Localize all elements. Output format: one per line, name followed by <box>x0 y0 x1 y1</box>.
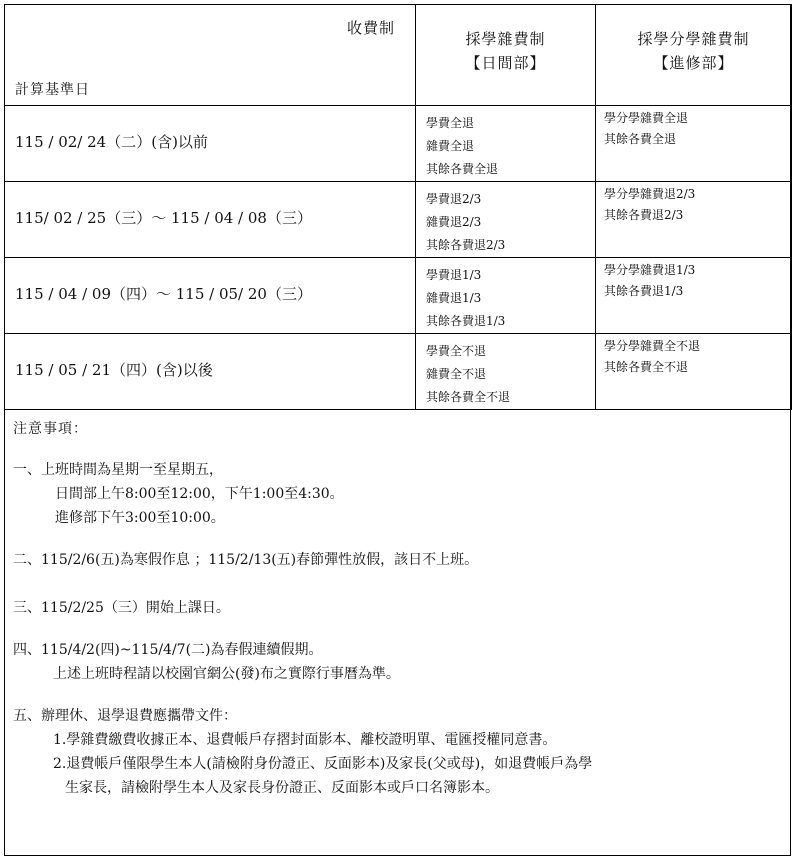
refund-table-wrapper <box>5 5 790 410</box>
day-rules-cell <box>416 334 596 410</box>
rule-item: 學分學雜費退1/3 <box>604 263 696 277</box>
date-cell <box>5 106 416 182</box>
rule-item: 雜費退2/3 <box>426 215 482 229</box>
diagonal-header-cell <box>5 5 416 106</box>
note-4-line: 上述上班時程請以校園官網公(發)布之實際行事曆為準。 <box>53 666 400 682</box>
table-row <box>5 258 792 334</box>
table-row <box>5 334 792 410</box>
evening-header-line2: 【進修部】 <box>653 54 734 72</box>
rule-item: 學費全不退 <box>426 344 487 358</box>
note-3: 三、115/2/25（三）開始上課日。 <box>13 600 230 616</box>
date-cell <box>5 182 416 258</box>
day-division-header <box>416 5 596 106</box>
rule-item: 其餘各費退1/3 <box>604 284 684 298</box>
note-5-line: 五、辦理休、退學退費應攜帶文件： <box>13 708 237 724</box>
document <box>4 4 791 856</box>
rule-item: 雜費全退 <box>426 139 475 153</box>
rule-item: 學費全退 <box>426 116 475 130</box>
rule-item: 雜費退1/3 <box>426 291 482 305</box>
table-row <box>5 182 792 258</box>
note-1-line: 一、上班時間為星期一至星期五， <box>13 462 223 478</box>
evening-rules-cell <box>596 182 792 258</box>
note-5 <box>13 704 592 800</box>
note-5-item-cont: 生家長，請檢附學生本人及家長身份證正、反面影本或戶口名簿影本。 <box>65 780 499 796</box>
rule-item: 學分學雜費退2/3 <box>604 187 696 201</box>
note-1-line: 日間部上午8:00至12:00，下午1:00至4:30。 <box>55 486 344 502</box>
refund-table <box>4 4 792 410</box>
fee-system-label: 收費制 <box>346 19 395 37</box>
rule-item: 其餘各費退2/3 <box>426 238 506 252</box>
day-header-line1: 採學雜費制 <box>465 30 546 48</box>
evening-rules-cell <box>596 334 792 410</box>
rule-item: 學費退1/3 <box>426 268 482 282</box>
date-range: 115 / 04 / 09（四）～ 115 / 05/ 20（三） <box>15 285 312 303</box>
rule-item: 其餘各費全退 <box>426 162 499 176</box>
note-1-line: 進修部下午3:00至10:00。 <box>55 510 225 526</box>
note-4 <box>13 638 400 686</box>
day-rules-cell <box>416 258 596 334</box>
rule-item: 其餘各費全退 <box>604 132 677 146</box>
day-rules-cell <box>416 106 596 182</box>
rule-item: 學分學雜費全不退 <box>604 339 701 353</box>
note-5-item: 2.退費帳戶僅限學生本人(請檢附身份證正、反面影本)及家長(父或母)，如退費帳戶為學 <box>53 756 593 772</box>
note-2: 二、115/2/6(五)為寒假作息 ；115/2/13(五)春節彈性放假，該日不上班。 <box>13 552 479 568</box>
note-1 <box>13 458 344 530</box>
date-range: 115 / 05 / 21（四）(含)以後 <box>15 361 213 379</box>
rule-item: 學分學雜費全退 <box>604 111 689 125</box>
rule-item: 雜費全不退 <box>426 367 487 381</box>
rule-item: 其餘各費全不退 <box>426 390 511 404</box>
note-5-item: 1.學雜費繳費收據正本、退費帳戶存摺封面影本、離校證明單、電匯授權同意書。 <box>53 732 557 748</box>
rule-item: 其餘各費退1/3 <box>426 314 506 328</box>
evening-header-line1: 採學分學雜費制 <box>637 30 750 48</box>
evening-division-header <box>596 5 792 106</box>
notes-title: 注意事項： <box>13 421 88 437</box>
day-header-line2: 【日間部】 <box>465 54 546 72</box>
date-range: 115 / 02/ 24（二）(含)以前 <box>15 133 208 151</box>
evening-rules-cell <box>596 106 792 182</box>
date-range: 115/ 02 / 25（三）～ 115 / 04 / 08（三） <box>15 209 312 227</box>
table-header-row <box>5 5 792 106</box>
day-rules-cell <box>416 182 596 258</box>
date-cell <box>5 258 416 334</box>
note-4-line: 四、115/4/2(四)~115/4/7(二)為春假連續假期。 <box>13 642 323 658</box>
evening-rules-cell <box>596 258 792 334</box>
base-date-label: 計算基準日 <box>15 82 90 98</box>
rule-item: 學費退2/3 <box>426 192 482 206</box>
rule-item: 其餘各費全不退 <box>604 360 689 374</box>
table-row <box>5 106 792 182</box>
rule-item: 其餘各費退2/3 <box>604 208 684 222</box>
date-cell <box>5 334 416 410</box>
